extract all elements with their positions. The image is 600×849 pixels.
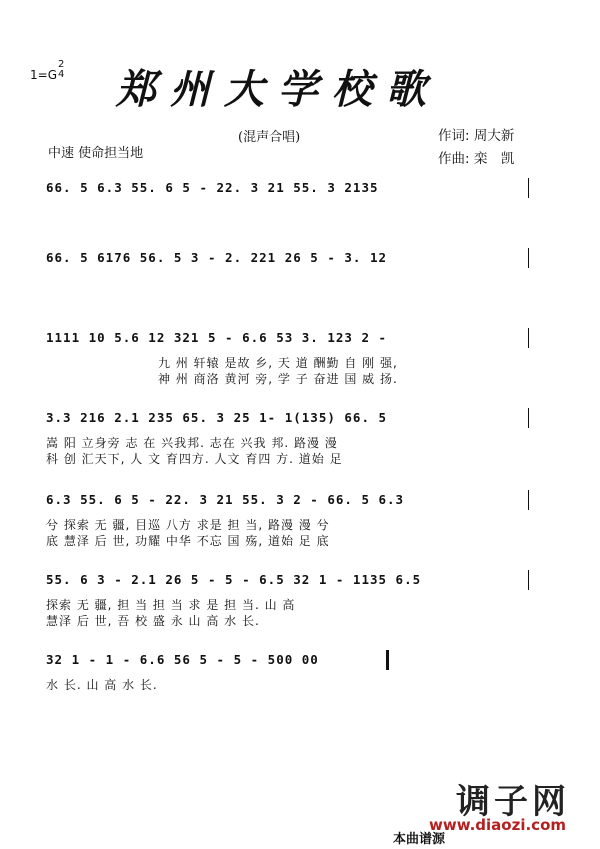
score-line-2: 66. 5 6176 56. 5 3 - 2. 221 26 5 - 3. 12: [46, 250, 388, 265]
time-denominator: 4: [58, 69, 65, 80]
source-note: 本曲谱源: [393, 832, 446, 847]
score-line-1: 66. 5 6.3 55. 6 5 - 22. 3 21 55. 3 2135: [46, 180, 379, 195]
final-bar-line: [386, 650, 389, 670]
score-line-7: 32 1 - 1 - 6.6 56 5 - 5 - 500 00: [46, 652, 319, 667]
song-subtitle: (混声合唱): [238, 130, 301, 145]
key-signature: [30, 59, 65, 82]
tempo-marking: 中速 使命担当地: [48, 146, 144, 161]
bar-line: [528, 570, 529, 590]
lyrics-line-5a: 兮 探索 无 疆, 目巡 八方 求是 担 当, 路漫 漫 兮: [46, 518, 330, 532]
time-signature: [58, 60, 64, 80]
bar-line: [528, 248, 529, 268]
song-title: 郑州大学校歌: [113, 66, 450, 113]
time-numerator: 2: [58, 59, 65, 70]
bar-line: [528, 490, 529, 510]
bar-line: [528, 408, 529, 428]
key-label: 1=G: [30, 68, 57, 82]
site-url: www.diaozi.com: [428, 816, 566, 834]
score-line-3: 1111 10 5.6 12 321 5 - 6.6 53 3. 123 2 -: [46, 330, 388, 345]
site-watermark: 调子网: [456, 782, 570, 822]
lyrics-line-6a: 探索 无 疆, 担 当 担 当 求 是 担 当. 山 高: [46, 598, 296, 612]
lyrics-line-5b: 底 慧泽 后 世, 功耀 中华 不忘 国 殇, 道始 足 底: [46, 534, 330, 548]
bar-line: [528, 178, 529, 198]
composer-credit: 作曲: 栾 凯: [438, 151, 515, 167]
lyrics-line-3b: 神 州 商洛 黄河 旁, 学 子 奋进 国 威 扬.: [158, 372, 398, 386]
lyricist-credit: 作词: 周大新: [438, 128, 515, 144]
score-line-4: 3.3 216 2.1 235 65. 3 25 1- 1(135) 66. 5: [46, 410, 388, 425]
bar-line: [528, 328, 529, 348]
lyrics-line-4b: 科 创 汇天下, 人 文 育四方. 人文 育四 方. 道始 足: [46, 452, 343, 466]
lyrics-line-4a: 嵩 阳 立身旁 志 在 兴我邦. 志在 兴我 邦. 路漫 漫: [46, 436, 338, 450]
lyrics-line-3a: 九 州 轩辕 是故 乡, 天 道 酬勤 自 刚 强,: [158, 356, 398, 370]
score-line-6: 55. 6 3 - 2.1 26 5 - 5 - 6.5 32 1 - 1135 6.5: [46, 572, 422, 587]
score-line-5: 6.3 55. 6 5 - 22. 3 21 55. 3 2 - 66. 5 6.3: [46, 492, 405, 507]
lyrics-line-7a: 水 长. 山 高 水 长.: [46, 678, 158, 692]
lyrics-line-6b: 慧泽 后 世, 吾 校 盛 永 山 高 水 长.: [46, 614, 260, 628]
